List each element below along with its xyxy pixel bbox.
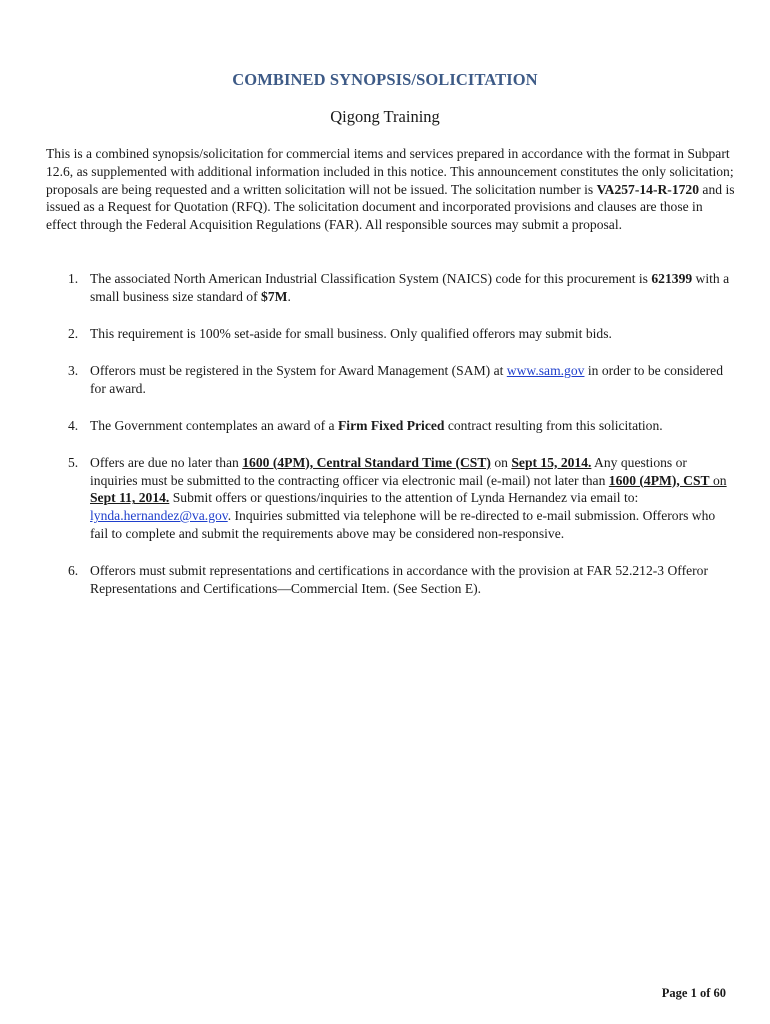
list-item <box>46 325 736 343</box>
item-number: 3. <box>68 363 79 379</box>
item-text: on <box>490 454 512 470</box>
item-text: contract resulting from this solicitation. <box>444 417 663 433</box>
item-text: The associated North American Industrial Classification System (NAICS) code for this procurement is <box>90 271 652 286</box>
item-text: . <box>287 288 291 304</box>
item-number: 4. <box>68 417 79 433</box>
list-item <box>46 362 736 398</box>
item-number: 1. <box>68 271 79 286</box>
item-number: 6. <box>68 562 79 578</box>
list-item <box>46 454 736 543</box>
list-item <box>46 270 736 306</box>
item-number: 5. <box>68 454 79 470</box>
item-text: with a small business size standard of <box>90 271 730 304</box>
item-text: Any questions or inquiries must be submitted to the contracting officer via electronic mail (e-mail) not later than <box>90 454 687 488</box>
item-text: Submit offers or questions/inquiries to the attention of Lynda Hernandez via email to: <box>169 490 639 506</box>
item-text: The Government contemplates an award of a <box>90 417 338 433</box>
sam-gov-link[interactable]: www.sam.gov <box>506 363 585 379</box>
document-title: COMBINED SYNOPSIS/SOLICITATION <box>232 70 538 89</box>
size-standard: $7M <box>261 288 288 304</box>
document-subtitle: Qigong Training <box>330 107 440 126</box>
intro-text-part2: and is issued as a Request for Quotation (RFQ). The solicitation document and incorporated provisions and clauses are those in effect through the Federal Acquisition Regulations (FAR). All responsible sources may submit a proposal. <box>46 181 735 233</box>
naics-code: 621399 <box>651 271 693 286</box>
page-number: Page 1 of 60 <box>661 986 726 1000</box>
solicitation-number: VA257-14-R-1720 <box>596 181 700 197</box>
list-item <box>46 562 736 598</box>
requirements-list <box>46 270 736 616</box>
item-text: This requirement is 100% set-aside for small business. Only qualified offerors may submit bids. <box>90 325 612 341</box>
intro-paragraph <box>46 145 736 234</box>
due-time: 1600 (4PM), Central Standard Time (CST) <box>242 454 491 470</box>
item-number: 2. <box>68 325 79 341</box>
item-text: Offers are due no later than <box>90 454 243 470</box>
due-date: Sept 15, 2014. <box>511 454 592 470</box>
item-text: on <box>709 472 727 488</box>
contact-email-link[interactable]: lynda.hernandez@va.gov <box>90 508 228 524</box>
intro-text-part1: This is a combined synopsis/solicitation for commercial items and services prepared in accordance with the format in Subpart 12.6, as supplemented with additional information included in this notice. This announcement constitutes the only solicitation; proposals are being requested and a written solicitation will not be issued. The solicitation number is <box>46 146 734 197</box>
item-text: in order to be considered for award. <box>90 363 723 397</box>
item-text: . Inquiries submitted via telephone will be re-directed to e-mail submission. Offerors who fail to complete and submit the requirements above may be considered non-responsive. <box>90 508 716 541</box>
item-text: Offerors must be registered in the System for Award Management (SAM) at <box>90 363 507 379</box>
question-date: Sept 11, 2014. <box>90 490 170 506</box>
contract-type: Firm Fixed Priced <box>338 417 445 433</box>
item-text: Offerors must submit representations and certifications in accordance with the provision at FAR 52.212-3 Offeror Representations and Certifications—Commercial Item. (See Section E). <box>90 562 708 596</box>
question-time: 1600 (4PM), CST <box>608 472 710 488</box>
list-item <box>46 417 736 435</box>
